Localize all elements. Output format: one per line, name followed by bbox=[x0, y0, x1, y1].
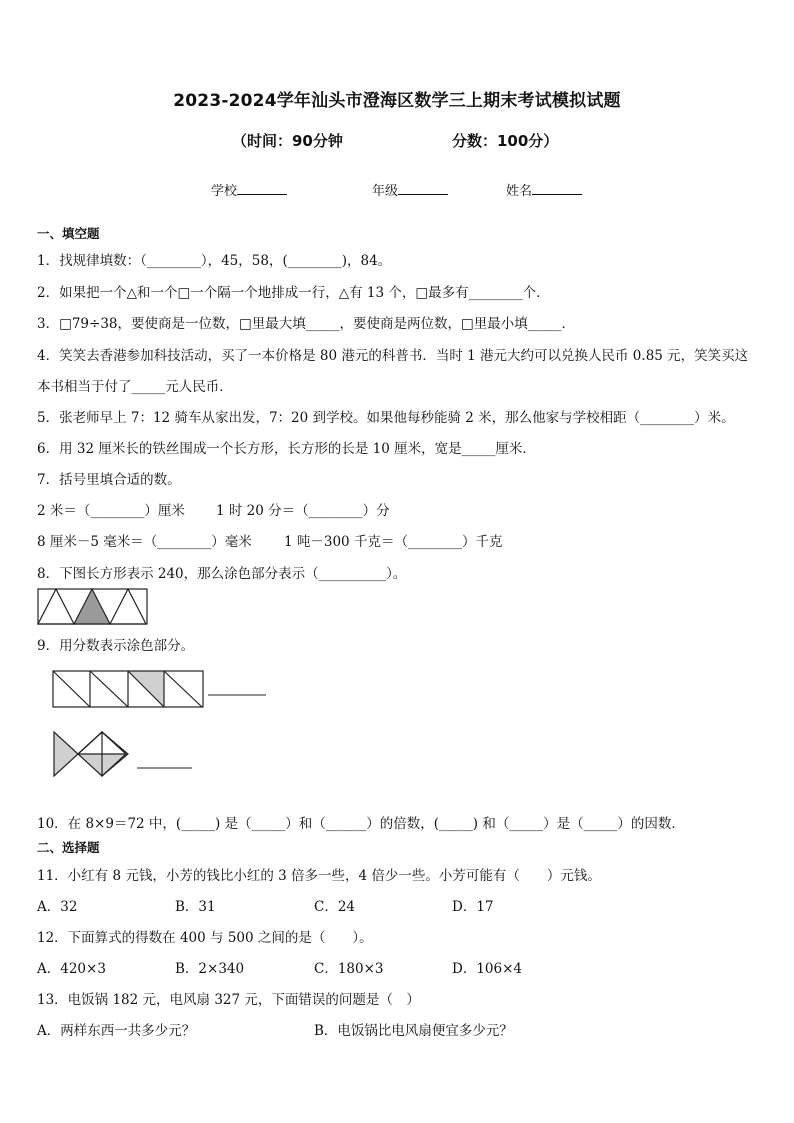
school-blank[interactable] bbox=[237, 182, 287, 195]
question-11: 11．小红有 8 元钱，小芳的钱比小红的 3 倍多一些，4 倍少一些。小芳可能有（ ）元钱。 bbox=[37, 868, 601, 884]
q13-option-a[interactable]: A．两样东西一共多少元？ bbox=[37, 1023, 196, 1039]
q12-option-c[interactable]: C．180×3 bbox=[314, 961, 384, 977]
q11-option-a[interactable]: A．32 bbox=[37, 899, 78, 915]
school-field bbox=[211, 180, 287, 199]
question-7c: 8 厘米－5 毫米＝（________）毫米 bbox=[37, 534, 252, 550]
q9-squares-figure bbox=[52, 670, 268, 710]
q12-option-a[interactable]: A．420×3 bbox=[37, 961, 106, 977]
question-10: 10．在 8×9＝72 中，(_____) 是（_____）和（______）的倍数，(_____) 和（_____）是（_____）的因数． bbox=[37, 816, 685, 832]
q12-option-d[interactable]: D．106×4 bbox=[452, 961, 522, 977]
name-label: 姓名 bbox=[506, 184, 533, 199]
name-blank[interactable] bbox=[532, 182, 582, 195]
q9-triangles-figure bbox=[52, 730, 197, 780]
question-4-line2: 本书相当于付了_____元人民币． bbox=[37, 379, 233, 395]
name-field bbox=[506, 180, 582, 199]
q11-option-b[interactable]: B．31 bbox=[175, 899, 216, 915]
question-7b: 1 时 20 分＝（________）分 bbox=[216, 503, 390, 519]
question-4-line1: 4．笑笑去香港参加科技活动，买了一本价格是 80 港元的科普书．当时 1 港元大约可以兑换人民币 0.85 元，笑笑买这 bbox=[37, 348, 749, 364]
question-1: 1．找规律填数：（________），45，58，(________)，84。 bbox=[37, 253, 392, 269]
question-7: 7．括号里填合适的数。 bbox=[37, 472, 181, 488]
section-choice-heading: 二、选择题 bbox=[37, 840, 100, 855]
grade-label: 年级 bbox=[372, 184, 399, 199]
exam-time: （时间：90分钟 bbox=[232, 132, 343, 150]
question-7a: 2 米＝（________）厘米 bbox=[37, 503, 185, 519]
q8-rectangle-figure bbox=[37, 588, 149, 626]
section-fill-heading: 一、填空题 bbox=[37, 226, 100, 241]
grade-field bbox=[372, 180, 448, 199]
question-8: 8．下图长方形表示 240，那么涂色部分表示（__________）。 bbox=[37, 566, 407, 582]
grade-blank[interactable] bbox=[398, 182, 448, 195]
question-12: 12．下面算式的得数在 400 与 500 之间的是（ ）。 bbox=[37, 930, 373, 946]
q11-option-c[interactable]: C．24 bbox=[314, 899, 356, 915]
q11-option-d[interactable]: D．17 bbox=[452, 899, 494, 915]
question-2: 2．如果把一个△和一个□一个隔一个地排成一行，△有 13 个，□最多有________个． bbox=[37, 285, 550, 301]
page-title: 2023-2024学年汕头市澄海区数学三上期末考试模拟试题 bbox=[173, 91, 621, 111]
q12-option-b[interactable]: B．2×340 bbox=[175, 961, 245, 977]
question-7d: 1 吨－300 千克＝（________）千克 bbox=[284, 534, 503, 550]
question-6: 6．用 32 厘米长的铁丝围成一个长方形，长方形的长是 10 厘米，宽是_____厘米． bbox=[37, 441, 536, 457]
question-3: 3．□79÷38，要使商是一位数，□里最大填_____，要使商是两位数，□里最小填_____． bbox=[37, 316, 576, 332]
exam-score: 分数：100分） bbox=[452, 132, 559, 150]
q13-option-b[interactable]: B．电饭锅比电风扇便宜多少元？ bbox=[314, 1023, 513, 1039]
question-9: 9．用分数表示涂色部分。 bbox=[37, 638, 195, 654]
school-label: 学校 bbox=[211, 184, 238, 199]
question-5: 5．张老师早上 7：12 骑车从家出发，7：20 到学校。如果他每秒能骑 2 米，那么他家与学校相距（________）米。 bbox=[37, 410, 735, 426]
question-13: 13．电饭锅 182 元，电风扇 327 元，下面错误的问题是（ ） bbox=[37, 992, 420, 1008]
